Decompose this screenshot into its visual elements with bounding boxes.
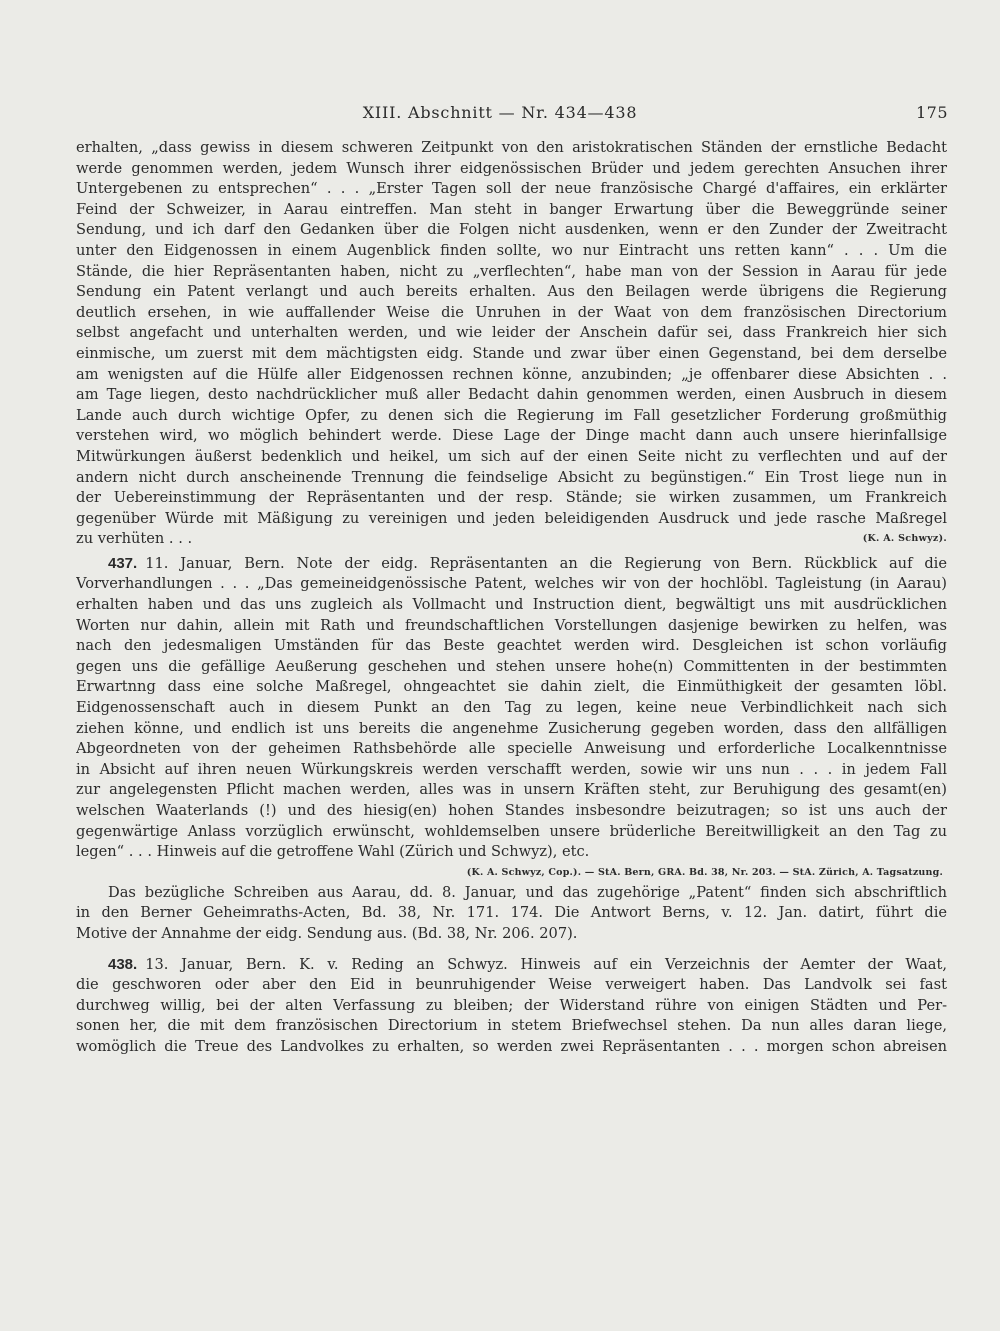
text-line: Sendung ein Patent verlangt und auch bereits erhalten. Aus den Beilagen werde übrigens die Regierung: [76, 283, 947, 301]
text-line: selbst angefacht und unterhalten werden, und wie leider der Anschein dafür sei, dass Frankreich hier sich: [76, 324, 947, 342]
text-line: unter den Eidgenossen in einem Augenblick finden sollte, wo nur Eintracht uns retten kann“ . . . Um die: [76, 241, 947, 259]
text-line: andern nicht durch anscheinende Trennung die feindselige Absicht zu begünstigen.“ Ein Trost liege nun in: [76, 468, 947, 486]
entry-heading-line: [76, 554, 947, 575]
spacer: [76, 945, 947, 955]
paragraph-continuation: [76, 138, 947, 550]
entry-438: [76, 955, 947, 1058]
text-line: womöglich die Treue des Landvolkes zu erhalten, so werden zwei Repräsentanten . . . morgen schon abreisen: [76, 1037, 947, 1055]
text-line: durchweg willig, bei der alten Verfassung zu bleiben; der Widerstand rühre von einigen Städten und Per-: [76, 996, 947, 1014]
entry-heading-text: 13. Januar, Bern. K. v. Reding an Schwyz. Hinweis auf ein Verzeichnis der Aemter der Waat,: [145, 955, 947, 973]
text-line: werde genommen werden, jedem Wunsch ihrer eidgenössischen Brüder und jedem gerechten Ansuchen ihrer: [76, 159, 947, 177]
note-first-line: Das bezügliche Schreiben aus Aarau, dd. 8. Januar, und das zugehörige „Patent“ finden sich abschriftlich: [108, 883, 947, 901]
text-line-last: legen“ . . . Hinweis auf die getroffene Wahl (Zürich und Schwyz), etc.: [76, 843, 590, 861]
text-line: Feind der Schweizer, in Aarau eintreffen. Man steht in banger Erwartung über die Beweggründe seiner: [76, 200, 947, 218]
text-line: gegen uns die gefällige Aeußerung geschehen und stehen unsere hohe(n) Committenten in der bestimmten: [76, 657, 947, 675]
text-line: Untergebenen zu entsprechen“ . . . „Erster Tagen soll der neue französische Chargé d'affaires, ein erklärter: [76, 180, 947, 198]
text-line: Eidgenossenschaft auch in diesem Punkt an den Tag zu legen, keine neue Verbindlichkeit nach sich: [76, 699, 947, 717]
note-line: in den Berner Geheimraths-Acten, Bd. 38, Nr. 171. 174. Die Antwort Berns, v. 12. Jan. datirt, führt die: [76, 904, 947, 922]
text-line: gegenwärtige Anlass vorzüglich erwünscht, wohldemselben unsere brüderliche Bereitwilligkeit an den Tag zu: [76, 822, 947, 840]
note-last-line: Motive der Annahme der eidg. Sendung aus. (Bd. 38, Nr. 206. 207).: [76, 924, 578, 942]
source-citation: (K. A. Schwyz, Cop.). — StA. Bern, GRA. Bd. 38, Nr. 203. — StA. Zürich, A. Tagsatzung.: [466, 866, 943, 878]
text-line: in Absicht auf ihren neuen Würkungskreis werden verschafft werden, sowie wir uns nun . . . in jedem Fall: [76, 760, 947, 778]
text-line: sonen her, die mit dem französischen Directorium in stetem Briefwechsel stehen. Da nun alles daran liege,: [76, 1017, 947, 1035]
text-line: Stände, die hier Repräsentanten haben, nicht zu „verflechten“, habe man von der Session in Aarau für jede: [76, 262, 947, 280]
text-line: am Tage liegen, desto nachdrücklicher muß aller Bedacht dahin genommen werden, einen Ausbruch in diesem: [76, 386, 947, 404]
text-line-last: [76, 529, 947, 550]
text-line: Mitwürkungen äußerst bedenklich und heikel, um sich auf der einen Seite nicht zu verflechten und auf der: [76, 447, 947, 465]
text-line: Lande auch durch wichtige Opfer, zu denen sich die Regierung im Fall gesetzlicher Forderung großmüthig: [76, 406, 947, 424]
running-title: XIII. Abschnitt — Nr. 434—438: [362, 103, 638, 122]
source-citation: (K. A. Schwyz).: [862, 533, 947, 545]
text-line: die geschworen oder aber den Eid in beunruhigender Weise verweigert haben. Das Landvolk sei fast: [76, 976, 947, 994]
text-line: zur angelegensten Pflicht machen werden, alles was in unsern Kräften steht, zur Beruhigung des gesamt(en): [76, 781, 947, 799]
text-line: welschen Waaterlands (!) und des hiesig(en) hohen Standes insbesondre beizutragen; so ist uns auch der: [76, 802, 947, 819]
entry-number: 438.: [108, 955, 138, 973]
text-line: Erwartnng dass eine solche Maßregel, ohngeachtet sie dahin zielt, die Einmüthigkeit der gesamten löbl.: [76, 678, 947, 696]
text-line: ziehen könne, und endlich ist uns bereits die angenehme Zusicherung gegeben worden, dass den allfälligen: [76, 719, 947, 737]
text-line: verstehen wird, wo möglich behindert werde. Diese Lage der Dinge macht dann auch unsere hierinfallsige: [76, 427, 947, 445]
entry-437: [76, 554, 947, 945]
closing-text: zu verhüten . . .: [76, 530, 193, 548]
text-line: nach den jedesmaligen Umständen für das Beste geachtet werden wird. Desgleichen ist schon vorläufig: [76, 637, 947, 655]
text-line: einmische, um zuerst mit dem mächtigsten eidg. Stande und zwar über einen Gegenstand, bei dem derselbe: [76, 344, 947, 362]
text-line: Abgeordneten von der geheimen Rathsbehörde alle specielle Anweisung und erforderliche Localkenntnisse: [76, 740, 947, 758]
text-line: erhalten haben und das uns zugleich als Vollmacht und Instruction dient, begwältigt uns mit ausdrücklichen: [76, 596, 947, 614]
entry-heading-line: [76, 955, 947, 976]
text-line: erhalten, „dass gewiss in diesem schweren Zeitpunkt von den aristokratischen Ständen der ernstliche Bedacht: [76, 139, 947, 156]
text-line: Sendung, und ich darf den Gedanken über die Folgen nicht ausdenken, wenn er den Zunder der Zweitracht: [76, 221, 947, 239]
text-line: der Uebereinstimmung der Repräsentanten und der resp. Stände; sie wirken zusammen, um Frankreich: [76, 489, 947, 507]
text-line: Vorverhandlungen . . . „Das gemeineidgenössische Patent, welches wir von der hochlöbl. Tagleistung (in Aarau): [76, 575, 947, 593]
text-line: Worten nur dahin, allein mit Rath und freundschaftlichen Vorstellungen dasjenige bewirken zu helfen, was: [76, 616, 947, 634]
page-header: [0, 103, 1000, 129]
entry-heading-text: 11. Januar, Bern. Note der eidg. Repräsentanten an die Regierung von Bern. Rückblick auf die: [145, 554, 947, 572]
text-line: deutlich ersehen, in wie auffallender Weise die Unruhen in der Waat von dem französischen Directorium: [76, 303, 947, 321]
page-number: 175: [915, 103, 948, 122]
entry-number: 437.: [108, 554, 138, 572]
page-body: [76, 138, 947, 1058]
text-line: am wenigsten auf die Hülfe aller Eidgenossen rechnen könne, anzubinden; „je offenbarer diese Absichten . .: [76, 365, 947, 383]
text-line: gegenüber Würde mit Mäßigung zu vereinigen und jeden beleidigenden Ausdruck und jede rasche Maßregel: [76, 509, 947, 527]
